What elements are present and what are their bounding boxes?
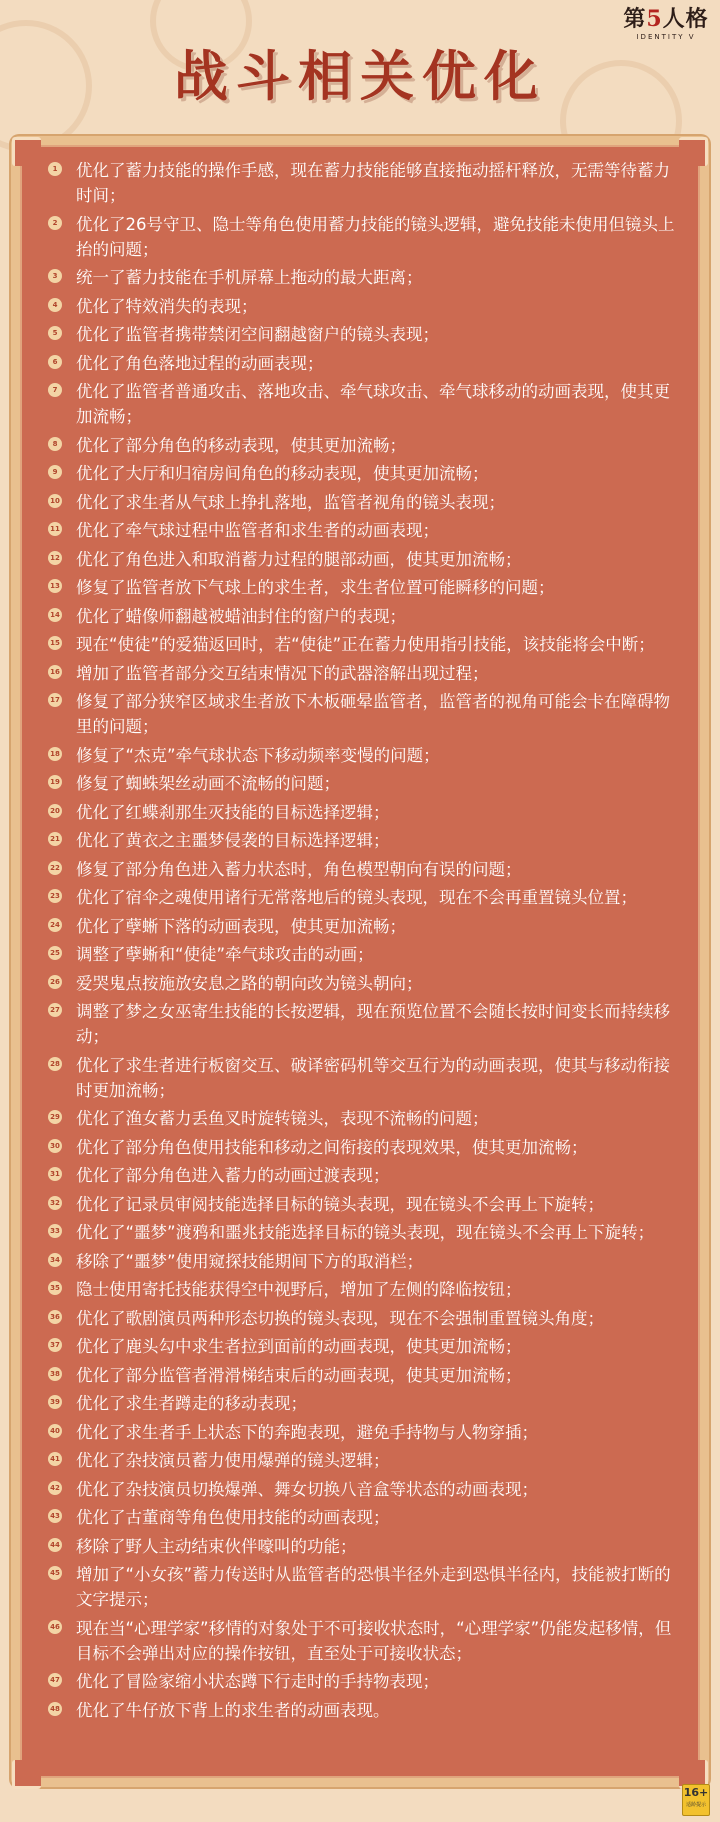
- list-item: [48, 547, 678, 572]
- item-number-badge: 6: [48, 355, 62, 369]
- list-item: [48, 1106, 678, 1131]
- item-number-badge: 43: [48, 1509, 62, 1523]
- item-number-badge: 13: [48, 579, 62, 593]
- item-text: 优化了冒险家缩小状态蹲下行走时的手持物表现；: [76, 1672, 439, 1691]
- list-item: [48, 212, 678, 262]
- item-text: 现在“使徒”的爱猫返回时，若“使徒”正在蓄力使用指引技能，该技能将会中断；: [76, 635, 655, 654]
- item-text: 优化了求生者手上状态下的奔跑表现，避免手持物与人物穿插；: [76, 1422, 538, 1442]
- item-number-badge: 32: [48, 1196, 62, 1210]
- item-number-badge: 35: [48, 1281, 62, 1295]
- list-item: [48, 265, 678, 290]
- item-text: 增加了“小女孩”蓄力传送时从监管者的恐惧半径外走到恐惧半径内，技能被打断的文字提示；: [76, 1565, 671, 1609]
- item-number-badge: 11: [48, 522, 62, 536]
- item-text: 优化了红蝶刹那生灭技能的目标选择逻辑；: [76, 802, 390, 822]
- item-number-badge: 5: [48, 326, 62, 340]
- item-number-badge: 47: [48, 1673, 62, 1687]
- list-item: [48, 1562, 678, 1612]
- item-number-badge: 30: [48, 1139, 62, 1153]
- item-number-badge: 19: [48, 775, 62, 789]
- item-text: 优化了26号守卫、隐士等角色使用蓄力技能的镜头逻辑，避免技能未使用但镜头上抬的问题；: [76, 214, 675, 259]
- item-text: 优化了特效消失的表现；: [76, 296, 258, 316]
- list-item: [48, 885, 678, 910]
- item-text: 优化了杂技演员蓄力使用爆弹的镜头逻辑；: [76, 1451, 390, 1470]
- item-text: 调整了孽蜥和“使徒”牵气球攻击的动画；: [76, 945, 374, 964]
- age-rating: 16+: [683, 1786, 709, 1799]
- item-number-badge: 27: [48, 1003, 62, 1017]
- list-item: [48, 158, 678, 208]
- item-number-badge: 36: [48, 1310, 62, 1324]
- item-number-badge: 42: [48, 1481, 62, 1495]
- list-item: [48, 322, 678, 347]
- logo-char: 人格: [662, 6, 709, 32]
- list-item: [48, 461, 678, 486]
- item-text: 优化了蓄力技能的操作手感，现在蓄力技能能够直接拖动摇杆释放，无需等待蓄力时间；: [76, 161, 670, 205]
- item-text: 增加了监管者部分交互结束情况下的武器溶解出现过程；: [76, 663, 489, 683]
- item-number-badge: 25: [48, 946, 62, 960]
- list-item: [48, 1277, 678, 1302]
- item-text: 优化了牛仔放下背上的求生者的动画表现。: [76, 1700, 390, 1720]
- item-number-badge: 46: [48, 1620, 62, 1634]
- item-number-badge: 41: [48, 1452, 62, 1466]
- list-item: [48, 800, 678, 825]
- item-text: 优化了歌剧演员两种形态切换的镜头表现，现在不会强制重置镜头角度；: [76, 1308, 604, 1328]
- list-item: [48, 1053, 678, 1103]
- list-item: [48, 1249, 678, 1274]
- item-text: 隐士使用寄托技能获得空中视野后，增加了左侧的降临按钮；: [76, 1280, 522, 1299]
- item-text: 优化了求生者从气球上挣扎落地，监管者视角的镜头表现；: [76, 492, 505, 512]
- list-item: [48, 1363, 678, 1388]
- list-item: [48, 433, 678, 458]
- item-number-badge: 10: [48, 494, 62, 508]
- list-item: [48, 857, 678, 882]
- list-item: [48, 575, 678, 600]
- item-text: 修复了蜘蛛架丝动画不流畅的问题；: [76, 774, 340, 793]
- item-text: 调整了梦之女巫寄生技能的长按逻辑，现在预览位置不会随长按时间变长而持续移动；: [76, 1002, 670, 1046]
- item-text: 优化了部分角色进入蓄力的动画过渡表现；: [76, 1166, 390, 1185]
- item-number-badge: 34: [48, 1253, 62, 1267]
- item-text: 移除了野人主动结束伙伴嚎叫的功能；: [76, 1536, 357, 1556]
- item-number-badge: 21: [48, 832, 62, 846]
- list-item: [48, 971, 678, 996]
- item-text: 优化了监管者普通攻击、落地攻击、牵气球攻击、牵气球移动的动画表现，使其更加流畅；: [76, 382, 670, 426]
- item-number-badge: 16: [48, 665, 62, 679]
- list-item: [48, 999, 678, 1049]
- age-rating-caption: 适龄提示: [685, 1802, 706, 1808]
- list-item: [48, 1534, 678, 1559]
- list-item: [48, 1192, 678, 1217]
- item-number-badge: 31: [48, 1167, 62, 1181]
- item-text: 优化了杂技演员切换爆弹、舞女切换八音盒等状态的动画表现；: [76, 1479, 538, 1499]
- list-item: [48, 1306, 678, 1331]
- list-item: [48, 1334, 678, 1359]
- list-item: [48, 1220, 678, 1245]
- item-text: 现在当“心理学家”移情的对象处于不可接收状态时，“心理学家”仍能发起移情，但目标不会弹出对应的操作按钮，直至处于可接收状态；: [76, 1618, 672, 1663]
- item-text: 优化了古董商等角色使用技能的动画表现；: [76, 1508, 390, 1527]
- item-number-badge: 18: [48, 747, 62, 761]
- item-text: 优化了牵气球过程中监管者和求生者的动画表现；: [76, 521, 439, 540]
- item-number-badge: 26: [48, 975, 62, 989]
- list-item: [48, 632, 678, 657]
- page-title: 战斗相关优化: [174, 45, 546, 108]
- item-text: 优化了部分监管者滑滑梯结束后的动画表现，使其更加流畅；: [76, 1365, 522, 1385]
- item-number-badge: 24: [48, 918, 62, 932]
- logo-five: 5: [646, 6, 663, 32]
- logo-char: 第: [623, 6, 647, 32]
- list-item: [48, 743, 678, 768]
- list-item: [48, 1163, 678, 1188]
- list-item: [48, 379, 678, 429]
- logo-wordmark: [620, 6, 712, 32]
- item-number-badge: 9: [48, 465, 62, 479]
- list-item: [48, 1477, 678, 1502]
- item-text: 修复了监管者放下气球上的求生者，求生者位置可能瞬移的问题；: [76, 578, 555, 597]
- list-item: [48, 689, 678, 739]
- item-number-badge: 48: [48, 1702, 62, 1716]
- item-text: 修复了部分角色进入蓄力状态时，角色模型朝向有误的问题；: [76, 859, 522, 879]
- item-number-badge: 28: [48, 1057, 62, 1071]
- list-item: [48, 1448, 678, 1473]
- item-text: 优化了角色进入和取消蓄力过程的腿部动画，使其更加流畅；: [76, 549, 522, 569]
- list-item: [48, 771, 678, 796]
- item-number-badge: 12: [48, 551, 62, 565]
- list-item: [48, 1391, 678, 1416]
- item-number-badge: 15: [48, 636, 62, 650]
- list-item: [48, 351, 678, 376]
- list-item: [48, 828, 678, 853]
- list-item: [48, 1505, 678, 1530]
- item-text: 优化了监管者携带禁闭空间翻越窗户的镜头表现；: [76, 325, 439, 344]
- list-item: [48, 914, 678, 939]
- list-item: [48, 661, 678, 686]
- item-number-badge: 23: [48, 889, 62, 903]
- list-item: [48, 1669, 678, 1694]
- list-item: [48, 1616, 678, 1666]
- item-number-badge: 3: [48, 269, 62, 283]
- item-number-badge: 44: [48, 1538, 62, 1552]
- list-item: [48, 604, 678, 629]
- frame-corner-ornament: [679, 137, 708, 166]
- item-number-badge: 8: [48, 437, 62, 451]
- item-number-badge: 33: [48, 1224, 62, 1238]
- logo-subtitle: IDENTITY V: [636, 33, 696, 41]
- list-item: [48, 1135, 678, 1160]
- item-text: 优化了部分角色使用技能和移动之间衔接的表现效果，使其更加流畅；: [76, 1137, 588, 1157]
- item-text: 优化了黄衣之主噩梦侵袭的目标选择逻辑；: [76, 831, 390, 850]
- item-text: 优化了大厅和归宿房间角色的移动表现，使其更加流畅；: [76, 464, 489, 483]
- list-item: [48, 942, 678, 967]
- item-text: 优化了部分角色的移动表现，使其更加流畅；: [76, 435, 406, 455]
- item-text: 爱哭鬼点按施放安息之路的朝向改为镜头朝向；: [76, 973, 423, 993]
- optimization-list: [48, 158, 678, 1726]
- item-text: 优化了角色落地过程的动画表现；: [76, 353, 324, 373]
- item-text: 优化了蜡像师翻越被蜡油封住的窗户的表现；: [76, 606, 406, 626]
- item-number-badge: 2: [48, 216, 62, 230]
- item-text: 优化了记录员审阅技能选择目标的镜头表现，现在镜头不会再上下旋转；: [76, 1194, 604, 1214]
- list-item: [48, 1420, 678, 1445]
- frame-corner-ornament: [12, 137, 41, 166]
- item-number-badge: 22: [48, 861, 62, 875]
- frame-corner-ornament: [12, 1760, 41, 1789]
- item-text: 优化了“噩梦”渡鸦和噩兆技能选择目标的镜头表现，现在镜头不会再上下旋转；: [76, 1223, 655, 1242]
- item-text: 优化了孽蜥下落的动画表现，使其更加流畅；: [76, 916, 406, 936]
- item-text: 优化了求生者蹲走的移动表现；: [76, 1394, 307, 1413]
- item-number-badge: 7: [48, 383, 62, 397]
- item-text: 优化了渔女蓄力丢鱼叉时旋转镜头，表现不流畅的问题；: [76, 1109, 489, 1128]
- item-number-badge: 45: [48, 1566, 62, 1580]
- item-number-badge: 4: [48, 298, 62, 312]
- item-number-badge: 40: [48, 1424, 62, 1438]
- item-number-badge: 39: [48, 1395, 62, 1409]
- list-item: [48, 294, 678, 319]
- item-text: 统一了蓄力技能在手机屏幕上拖动的最大距离；: [76, 268, 423, 287]
- item-text: 优化了宿伞之魂使用诸行无常落地后的镜头表现，现在不会再重置镜头位置；: [76, 888, 637, 907]
- item-number-badge: 38: [48, 1367, 62, 1381]
- list-item: [48, 490, 678, 515]
- item-number-badge: 20: [48, 804, 62, 818]
- item-text: 修复了部分狭窄区域求生者放下木板砸晕监管者，监管者的视角可能会卡在障碍物里的问题；: [76, 692, 670, 736]
- item-number-badge: 1: [48, 162, 62, 176]
- list-item: [48, 1698, 678, 1723]
- list-item: [48, 518, 678, 543]
- item-text: 修复了“杰克”牵气球状态下移动频率变慢的问题；: [76, 745, 440, 765]
- item-text: 优化了鹿头勾中求生者拉到面前的动画表现，使其更加流畅；: [76, 1337, 522, 1356]
- item-number-badge: 37: [48, 1338, 62, 1352]
- item-number-badge: 14: [48, 608, 62, 622]
- item-text: 移除了“噩梦”使用窥探技能期间下方的取消栏；: [76, 1251, 424, 1271]
- item-text: 优化了求生者进行板窗交互、破译密码机等交互行为的动画表现，使其与移动衔接时更加流畅；: [76, 1055, 670, 1100]
- item-number-badge: 17: [48, 693, 62, 707]
- item-number-badge: 29: [48, 1110, 62, 1124]
- age-rating-badge: [682, 1784, 710, 1816]
